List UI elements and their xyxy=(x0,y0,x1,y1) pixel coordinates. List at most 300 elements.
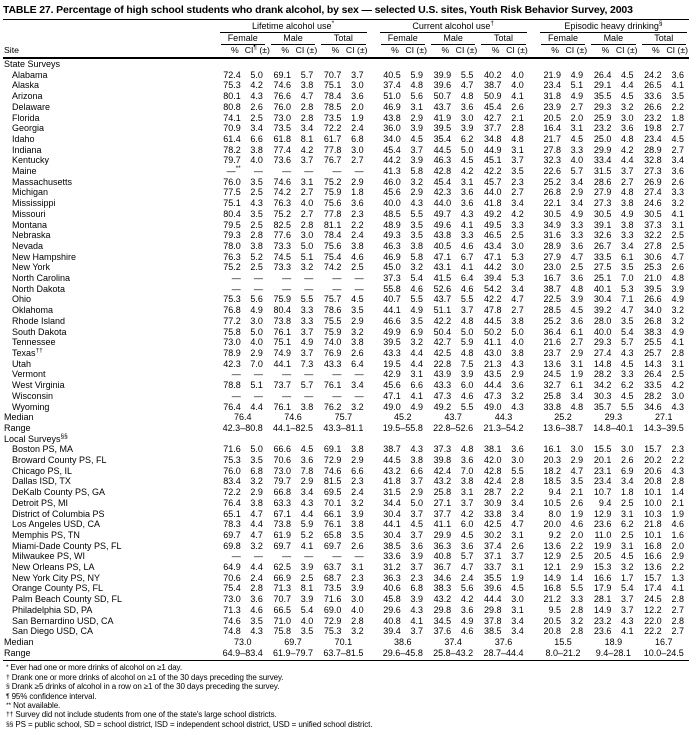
ci-value: 4.8 xyxy=(410,80,423,91)
ci-value: 2.2 xyxy=(671,101,684,112)
ci-value: 4.4 xyxy=(620,80,634,91)
percent-value: 25.5 xyxy=(644,337,662,348)
percent-value: 30.5 xyxy=(543,208,561,219)
percent-value: 29.3 xyxy=(593,101,612,112)
ci-value: 4.6 xyxy=(570,519,584,530)
percent-value: 37.1 xyxy=(483,551,502,562)
percent-value: 76.3 xyxy=(223,251,241,262)
ci-value: — xyxy=(354,369,364,380)
percent-value: 69.5 xyxy=(323,487,342,498)
percent-value: 76.4 xyxy=(223,401,241,412)
ci-value: — xyxy=(304,166,314,177)
percent-value: 29.1 xyxy=(593,80,612,91)
gap-cell xyxy=(529,220,538,231)
ci-value: 7.3 xyxy=(300,358,314,369)
ci-value: 3.2 xyxy=(671,315,684,326)
percent-value: 50.7 xyxy=(433,91,452,102)
percent-value: 69.8 xyxy=(223,540,241,551)
percent-value: 37.6 xyxy=(433,626,452,637)
ci-value: 3.4 xyxy=(671,155,684,166)
percent-value: 65.8 xyxy=(323,529,342,540)
gap-cell xyxy=(529,498,538,509)
gap-cell xyxy=(529,113,538,124)
percent-value: 78.6 xyxy=(323,305,342,316)
percent-value: 44.1 xyxy=(383,305,401,316)
ci-value: 3.5 xyxy=(410,230,423,241)
percent-value: — xyxy=(282,283,292,294)
ci-value: 5.7 xyxy=(620,337,634,348)
ci-value: 5.0 xyxy=(300,240,314,251)
percent-value: 33.6 xyxy=(383,551,401,562)
percent-value: 9.4 xyxy=(598,497,612,508)
ci-value: 2.0 xyxy=(570,529,584,540)
ci-value: 3.2 xyxy=(351,401,364,412)
ci-value: 2.5 xyxy=(250,219,263,230)
ci-value: 3.9 xyxy=(460,369,474,380)
median-value: 69.7 xyxy=(284,636,302,647)
table-row xyxy=(3,476,689,487)
ci-value: 3.0 xyxy=(671,390,684,401)
percent-value: 23.0 xyxy=(543,262,561,273)
ci-value: 5.9 xyxy=(300,519,314,530)
percent-value: 36.4 xyxy=(543,326,561,337)
site-name: Georgia xyxy=(12,123,45,134)
ci-value: 6.9 xyxy=(410,326,423,337)
column-header-row xyxy=(3,45,689,58)
table-row xyxy=(3,177,689,188)
ci-value: 4.0 xyxy=(250,155,263,166)
percent-value: 45.6 xyxy=(383,380,401,391)
ci-value: 3.1 xyxy=(671,219,684,230)
percent-value: 29.6 xyxy=(383,604,401,615)
ci-value: — xyxy=(304,369,314,380)
ci-value: 3.4 xyxy=(300,487,314,498)
percent-column-header: % xyxy=(478,45,505,58)
percent-value: 30.4 xyxy=(593,294,612,305)
ci-value: 4.5 xyxy=(620,551,634,562)
ci-value: 3.0 xyxy=(511,262,524,273)
table-row xyxy=(3,594,689,605)
ci-value: 3.3 xyxy=(570,219,584,230)
range-value: 21.3–54.2 xyxy=(483,422,524,433)
percent-value: 76.1 xyxy=(323,519,342,530)
percent-value: 45.6 xyxy=(383,187,401,198)
percent-value: 78.9 xyxy=(223,347,241,358)
site-name: Wisconsin xyxy=(12,390,54,401)
gap-cell xyxy=(529,509,538,520)
ci-value: 2.6 xyxy=(620,455,634,466)
percent-value: 30.3 xyxy=(593,390,612,401)
ci-value: 4.3 xyxy=(410,444,423,455)
section-header-row xyxy=(3,58,689,70)
percent-value: 39.4 xyxy=(383,626,401,637)
percent-value: 27.4 xyxy=(593,347,612,358)
gap-cell xyxy=(529,412,538,423)
percent-value: —** xyxy=(226,165,241,177)
site-name: Philadelphia SD, PA xyxy=(12,604,93,615)
percent-value: 46.9 xyxy=(383,251,401,262)
gap-cell xyxy=(369,573,378,584)
footnote-symbol: †† xyxy=(6,711,14,719)
ci-value: 2.8 xyxy=(300,219,314,230)
footnote-text: 95% confidence interval. xyxy=(11,691,97,701)
percent-value: 20.1 xyxy=(593,455,612,466)
percent-value: 37.4 xyxy=(483,540,502,551)
ci-value: 6.2 xyxy=(460,133,474,144)
percent-value: 40.6 xyxy=(383,583,401,594)
gap-cell xyxy=(529,573,538,584)
ci-value: 2.2 xyxy=(570,540,584,551)
ci-value: 4.3 xyxy=(511,401,524,412)
median-value: 75.7 xyxy=(334,412,353,423)
ci-value: 2.8 xyxy=(250,230,263,241)
site-name: Missouri xyxy=(12,208,46,219)
ci-value: 2.0 xyxy=(351,101,364,112)
ci-value: 2.9 xyxy=(410,187,423,198)
gap-cell xyxy=(529,305,538,316)
percent-value: — xyxy=(332,283,342,294)
ci-value: 3.2 xyxy=(671,305,684,316)
ci-column-header: CI (±) xyxy=(565,45,588,58)
ci-value: 3.8 xyxy=(410,455,423,466)
ci-value: 3.8 xyxy=(620,219,634,230)
percent-value: 34.6 xyxy=(644,401,662,412)
ci-value: 3.4 xyxy=(570,198,584,209)
percent-value: 17.4 xyxy=(644,583,662,594)
table-row xyxy=(3,509,689,520)
group-episodic xyxy=(538,20,689,33)
percent-column-header: % xyxy=(268,45,295,58)
ci-value: 4.4 xyxy=(250,562,263,573)
ci-value: 1.8 xyxy=(620,487,634,498)
ci-value: 2.8 xyxy=(671,476,684,487)
gap-cell xyxy=(369,70,378,81)
ci-value: 4.7 xyxy=(511,294,524,305)
percent-value: 45.7 xyxy=(483,176,502,187)
percent-value: 39.2 xyxy=(593,305,612,316)
ci-value: 4.3 xyxy=(250,198,263,209)
ci-value: 3.7 xyxy=(410,508,423,519)
percent-value: 75.6 xyxy=(323,240,342,251)
ci-value: 2.8 xyxy=(300,112,314,123)
percent-value: 74.0 xyxy=(323,337,342,348)
ci-value: 6.6 xyxy=(351,465,364,476)
percent-value: 71.3 xyxy=(273,583,292,594)
percent-value: 24.5 xyxy=(644,594,662,605)
gap-cell xyxy=(369,348,378,359)
ci-value: 4.7 xyxy=(671,251,684,262)
ci-value: 6.6 xyxy=(410,380,423,391)
ci-value: 2.6 xyxy=(570,497,584,508)
gap-cell xyxy=(369,155,378,166)
percent-value: 72.4 xyxy=(223,69,241,80)
ci-value: 1.4 xyxy=(671,487,684,498)
ci-value: 4.7 xyxy=(300,91,314,102)
percent-value: 74.6 xyxy=(273,80,292,91)
ci-value: 4.5 xyxy=(570,305,584,316)
gap-cell xyxy=(529,134,538,145)
ci-value: 3.9 xyxy=(300,594,314,605)
ci-value: 7.0 xyxy=(250,358,263,369)
ci-value: 2.9 xyxy=(250,487,263,498)
ci-value: 3.5 xyxy=(620,315,634,326)
site-name: West Virginia xyxy=(12,380,65,391)
range-value: 10.0–24.5 xyxy=(639,648,690,661)
gap-cell xyxy=(529,637,538,648)
percent-value: 42.9 xyxy=(383,369,401,380)
table-row xyxy=(3,70,689,81)
percent-value: 26.8 xyxy=(644,315,662,326)
percent-value: — xyxy=(231,551,241,562)
percent-value: 14.3 xyxy=(644,358,662,369)
ci-value: 3.6 xyxy=(570,240,584,251)
group-lifetime-label: Lifetime alcohol use* xyxy=(220,20,367,33)
table-row xyxy=(3,113,689,124)
percent-value: 43.5 xyxy=(483,369,502,380)
percent-value: 28.5 xyxy=(543,305,561,316)
ci-value: — xyxy=(304,551,314,562)
percent-value: 50.9 xyxy=(483,91,502,102)
ci-value: 3.8 xyxy=(300,80,314,91)
site-name: Dallas ISD, TX xyxy=(12,476,71,487)
ci-value: 5.6 xyxy=(460,583,474,594)
percent-value: 26.5 xyxy=(644,80,662,91)
ci-value: 3.1 xyxy=(671,358,684,369)
percent-value: 29.3 xyxy=(593,337,612,348)
percent-value: 42.5 xyxy=(433,347,452,358)
gap-cell xyxy=(369,294,378,305)
percent-value: 70.6 xyxy=(273,455,292,466)
ci-value: 4.2 xyxy=(250,80,263,91)
ci-value: 1.9 xyxy=(671,508,684,519)
ci-value: 2.3 xyxy=(351,572,364,583)
ci-value: 2.6 xyxy=(351,347,364,358)
ci-value: 4.0 xyxy=(511,337,524,348)
percent-value: 10.7 xyxy=(593,487,612,498)
ci-value: 1.8 xyxy=(671,112,684,123)
ci-value: 2.8 xyxy=(570,604,584,615)
ci-value: 4.1 xyxy=(671,337,684,348)
percent-value: 77.5 xyxy=(223,187,241,198)
percent-value: 51.1 xyxy=(433,305,452,316)
ci-value: 2.5 xyxy=(250,112,263,123)
ci-value: 4.4 xyxy=(250,519,263,530)
ci-value: 3.0 xyxy=(511,240,524,251)
ci-value: 4.4 xyxy=(300,508,314,519)
ci-value: 4.5 xyxy=(410,519,423,530)
percent-value: 50.2 xyxy=(483,326,502,337)
table-row xyxy=(3,519,689,530)
gap-cell xyxy=(369,402,378,413)
percent-value: 44.2 xyxy=(483,262,502,273)
percent-value: 49.6 xyxy=(433,219,452,230)
gap-cell xyxy=(369,380,378,391)
percent-value: 75.1 xyxy=(273,337,292,348)
percent-value: 19.8 xyxy=(644,123,662,134)
ci-value: 2.9 xyxy=(351,315,364,326)
percent-value: 20.6 xyxy=(644,465,662,476)
percent-value: 74.6 xyxy=(223,615,241,626)
gap-cell xyxy=(529,594,538,605)
ci-value: 3.6 xyxy=(511,444,524,455)
ci-value: 7.8 xyxy=(300,465,314,476)
ci-value: 4.5 xyxy=(460,155,474,166)
percent-value: 70.7 xyxy=(323,69,342,80)
percent-value: 36.3 xyxy=(433,540,452,551)
ci-value: 3.4 xyxy=(511,497,524,508)
ci-value: 2.1 xyxy=(671,497,684,508)
percent-value: 33.5 xyxy=(593,251,612,262)
table-row xyxy=(3,487,689,498)
ci-value: 4.2 xyxy=(671,380,684,391)
percent-value: 78.5 xyxy=(323,101,342,112)
ci-value: 3.9 xyxy=(570,294,584,305)
percent-value: 44.1 xyxy=(383,519,401,530)
percent-value: 40.8 xyxy=(383,615,401,626)
ci-value: 2.1 xyxy=(511,112,524,123)
ci-value: 3.1 xyxy=(511,529,524,540)
percent-value: 38.5 xyxy=(383,540,401,551)
ci-value: 3.7 xyxy=(511,551,524,562)
ci-value: 5.7 xyxy=(300,69,314,80)
gap-cell xyxy=(369,583,378,594)
table-row xyxy=(3,123,689,134)
median-value: 70.1 xyxy=(334,636,353,647)
percent-value: 44.9 xyxy=(483,144,502,155)
ci-value: 3.4 xyxy=(620,476,634,487)
ci-value: 5.3 xyxy=(511,273,524,284)
percent-column-header: % xyxy=(378,45,405,58)
ci-value: 3.7 xyxy=(410,529,423,540)
percent-value: 28.2 xyxy=(644,390,662,401)
percent-value: 51.0 xyxy=(383,91,401,102)
table-row xyxy=(3,455,689,466)
ci-value: 4.0 xyxy=(250,337,263,348)
percent-value: 36.7 xyxy=(433,562,452,573)
gap-cell xyxy=(529,359,538,370)
percent-value: 63.3 xyxy=(273,497,292,508)
percent-value: 35.7 xyxy=(593,401,612,412)
site-col-spacer xyxy=(3,20,218,33)
ci-value: 5.7 xyxy=(460,551,474,562)
ci-value: 3.6 xyxy=(460,198,474,209)
percent-value: 75.6 xyxy=(323,198,342,209)
median-value: 43.7 xyxy=(444,412,462,423)
ci-value: 3.1 xyxy=(511,144,524,155)
site-name: New Orleans PS, LA xyxy=(12,562,95,573)
percent-value: 66.6 xyxy=(273,444,292,455)
percent-value: 22.1 xyxy=(543,198,561,209)
percent-value: 36.3 xyxy=(383,572,401,583)
percent-value: 40.7 xyxy=(383,294,401,305)
site-name: Idaho xyxy=(12,133,35,144)
ci-value: 3.0 xyxy=(351,594,364,605)
ci-column-header: CI (±) xyxy=(615,45,638,58)
percent-value: 33.8 xyxy=(543,401,561,412)
ci-value: 3.1 xyxy=(460,487,474,498)
percent-value: 42.8 xyxy=(483,465,502,476)
percent-value: 22.0 xyxy=(644,615,662,626)
percent-value: — xyxy=(282,369,292,380)
percent-value: 37.3 xyxy=(383,273,401,284)
percent-value: 25.9 xyxy=(593,112,612,123)
ci-value: 3.8 xyxy=(351,337,364,348)
percent-value: 49.2 xyxy=(483,208,502,219)
ci-value: 4.5 xyxy=(351,294,364,305)
table-row xyxy=(3,198,689,209)
footnote-symbol: § xyxy=(6,683,10,691)
ci-value: 2.9 xyxy=(351,176,364,187)
percent-value: 34.8 xyxy=(483,133,502,144)
ci-value: 3.6 xyxy=(250,594,263,605)
ci-value: 4.1 xyxy=(620,626,634,637)
percent-value: 52.6 xyxy=(433,283,452,294)
site-name: Nevada xyxy=(12,240,44,251)
percent-value: 19.5 xyxy=(383,358,401,369)
ci-value: 2.5 xyxy=(570,551,584,562)
ci-value: 2.8 xyxy=(671,615,684,626)
percent-value: 66.1 xyxy=(323,508,342,519)
ci-value: 3.2 xyxy=(250,476,263,487)
site-name: Massachusetts xyxy=(12,176,73,187)
ci-value: 3.9 xyxy=(300,562,314,573)
ci-value: 4.6 xyxy=(250,604,263,615)
percent-value: 46.3 xyxy=(383,240,401,251)
ci-value: — xyxy=(304,390,314,401)
percent-value: 44.5 xyxy=(383,455,401,466)
percent-value: 66.9 xyxy=(273,572,292,583)
ci-value: 3.0 xyxy=(460,112,474,123)
ci-value: 4.7 xyxy=(570,251,584,262)
percent-value: 61.4 xyxy=(223,133,241,144)
percent-value: 37.3 xyxy=(433,444,452,455)
gap-cell xyxy=(369,284,378,295)
gap-cell xyxy=(369,391,378,402)
percent-value: 74.9 xyxy=(273,347,292,358)
ci-value: 6.6 xyxy=(250,133,263,144)
percent-value: 24.6 xyxy=(644,198,662,209)
ci-value: 4.7 xyxy=(620,305,634,316)
median-value: 29.3 xyxy=(604,412,623,423)
ci-value: 4.2 xyxy=(300,144,314,155)
ci-value: 3.1 xyxy=(460,176,474,187)
group-current-label: Current alcohol use† xyxy=(380,20,527,33)
footnote-text: Not available. xyxy=(13,701,61,710)
site-name: San Bernardino USD, CA xyxy=(12,615,114,626)
ci-value: 3.0 xyxy=(250,315,263,326)
percent-value: 25.8 xyxy=(543,390,561,401)
ci-value: 1.9 xyxy=(570,508,584,519)
ci-value: 3.4 xyxy=(351,380,364,391)
ci-value: 4.5 xyxy=(620,91,634,102)
ci-value: 4.9 xyxy=(570,208,584,219)
percent-value: 75.4 xyxy=(323,251,342,262)
percent-value: 36.0 xyxy=(383,123,401,134)
percent-value: 43.3 xyxy=(323,358,342,369)
ci-value: 3.7 xyxy=(620,594,634,605)
percent-value: 43.2 xyxy=(383,465,401,476)
percent-value: 28.9 xyxy=(543,240,561,251)
ci-value: 2.4 xyxy=(250,572,263,583)
ci-value: 5.4 xyxy=(410,273,423,284)
section-header-row xyxy=(3,434,689,445)
gap-cell xyxy=(369,487,378,498)
percent-value: — xyxy=(332,273,342,284)
ci-value: 3.5 xyxy=(250,455,263,466)
percent-value: 76.1 xyxy=(273,326,292,337)
percent-value: 30.4 xyxy=(383,508,401,519)
ci-value: 3.9 xyxy=(460,123,474,134)
